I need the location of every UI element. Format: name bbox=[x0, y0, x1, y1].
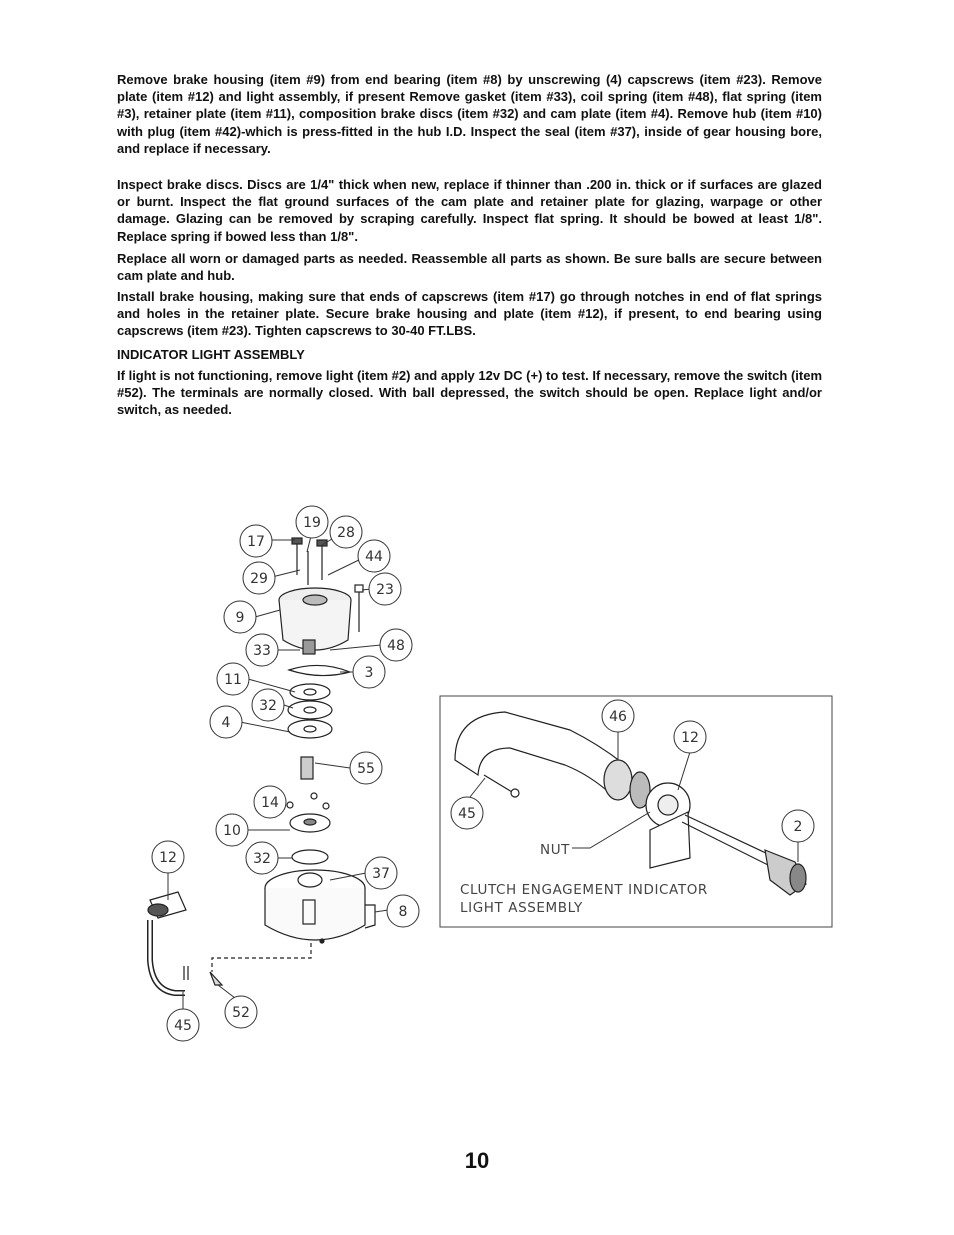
callout-52: 52 bbox=[232, 1005, 250, 1021]
inset-caption-line1: CLUTCH ENGAGEMENT INDICATOR bbox=[460, 882, 708, 898]
callout-37: 37 bbox=[372, 866, 390, 882]
callout-48: 48 bbox=[387, 638, 405, 654]
inset-light-assembly bbox=[440, 696, 832, 927]
paragraph-disassembly: Remove brake housing (item #9) from end bearing (item #8) by unscrewing (4) capscrews (item #23). Remove plate (item #12) and light assembly, if present Remove gasket (item #33), coil spring (item #48), flat spring (item #3), retainer plate (item #11), composition brake discs (item #32) and cam plate (item #4). Remove hub (item #10) with plug (item #42)-which is press-fitted in the hub I.D. Inspect the seal (item #37), inside of gear housing bore, and replace if necessary. bbox=[117, 72, 822, 156]
callout-3: 3 bbox=[364, 665, 374, 681]
inset-callout-2: 2 bbox=[793, 819, 803, 835]
page-number: 10 bbox=[464, 1148, 490, 1173]
callout-17: 17 bbox=[247, 534, 265, 550]
inset-callout-45: 45 bbox=[458, 806, 476, 822]
callout-14: 14 bbox=[261, 795, 279, 811]
inset-callout-46: 46 bbox=[609, 709, 627, 725]
callout-4: 4 bbox=[221, 715, 231, 731]
section-heading: INDICATOR LIGHT ASSEMBLY bbox=[117, 347, 305, 362]
callout-10: 10 bbox=[223, 823, 241, 839]
callout-45-left: 45 bbox=[174, 1018, 192, 1034]
callout-32-upper: 32 bbox=[259, 698, 277, 714]
callout-11: 11 bbox=[224, 672, 242, 688]
nut-label: NUT bbox=[540, 842, 571, 858]
paragraph-install-housing: Install brake housing, making sure that ends of capscrews (item #17) go through notches in end of flat springs and holes in the retainer plate. Secure brake housing and plate (item #12), if present, to end bearing using capscrews (item #23). Tighten capscrews to 30-40 FT.LBS. bbox=[117, 289, 822, 339]
callout-44: 44 bbox=[365, 549, 383, 565]
inset-caption-line2: LIGHT ASSEMBLY bbox=[460, 900, 583, 916]
inset-callout-12: 12 bbox=[681, 730, 699, 746]
callout-8: 8 bbox=[398, 904, 408, 920]
callout-12-left: 12 bbox=[159, 850, 177, 866]
callout-23: 23 bbox=[376, 582, 394, 598]
callout-19: 19 bbox=[303, 515, 321, 531]
callout-28: 28 bbox=[337, 525, 355, 541]
paragraph-indicator-light: If light is not functioning, remove light (item #2) and apply 12v DC (+) to test. If necessary, remove the switch (item #52). The terminals are normally closed. With ball depressed, the switch should be open. Replace light and/or switch, as needed. bbox=[117, 368, 822, 418]
paragraph-reassemble: Replace all worn or damaged parts as needed. Reassemble all parts as shown. Be sure balls are secure between cam plate and hub. bbox=[117, 251, 822, 284]
callout-29: 29 bbox=[250, 571, 268, 587]
callout-32-lower: 32 bbox=[253, 851, 271, 867]
callout-9: 9 bbox=[235, 610, 245, 626]
paragraph-inspect-discs: Inspect brake discs. Discs are 1/4" thick when new, replace if thinner than .200 in. thick or if surfaces are glazed or burnt. Inspect the flat ground surfaces of the cam plate and retainer plate for glazing, warpage or other damage. Glazing can be removed by scraping carefully. Inspect flat spring. It should be bowed at least 1/8". Replace spring if bowed less than 1/8". bbox=[117, 177, 822, 244]
callout-33: 33 bbox=[253, 643, 271, 659]
callout-55: 55 bbox=[357, 761, 375, 777]
